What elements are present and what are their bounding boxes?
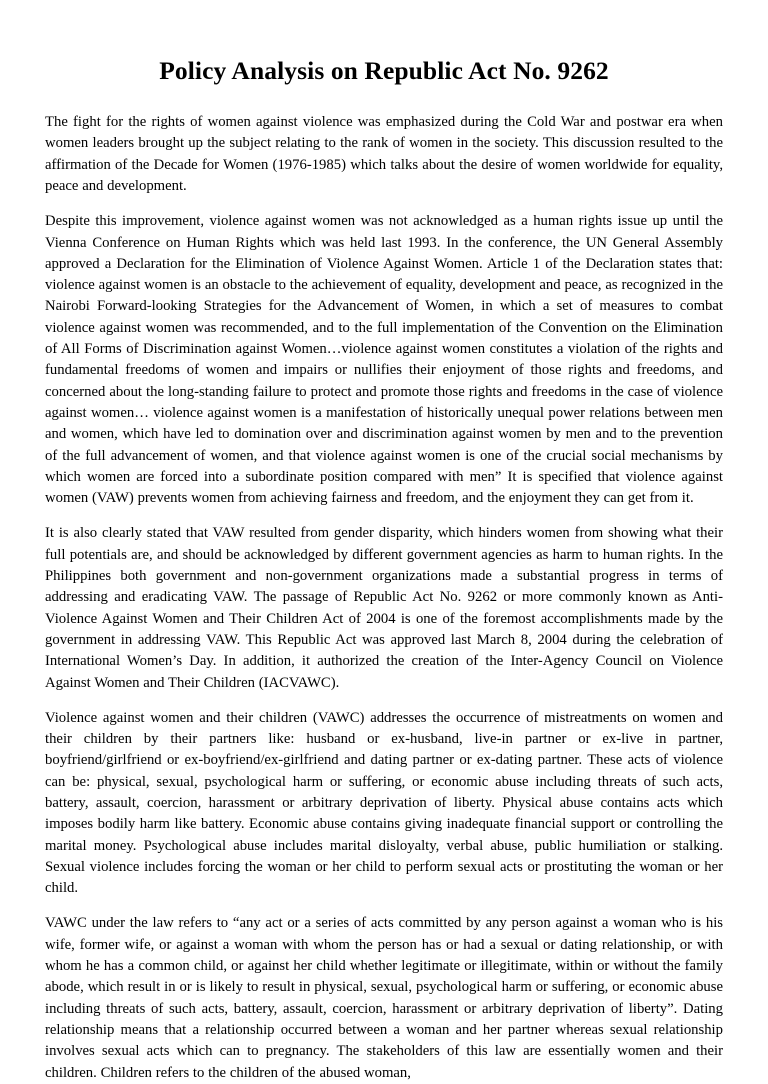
page-title: Policy Analysis on Republic Act No. 9262 (159, 56, 609, 85)
body-paragraph-1: The fight for the rights of women against violence was emphasized during the Cold War and postwar era when women leaders brought up the subject relating to the rank of women in the society. This discussion resulted to the affirmation of the Decade for Women (1976-1985) which talks about the desire of women worldwide for equality, peace and development. (45, 114, 723, 194)
body-paragraph-3: It is also clearly stated that VAW resulted from gender disparity, which hinders women from showing what their full potentials are, and should be acknowledged by different government agencies as harm to human rights. In the Philippines both government and non-government organizations made a substantial progress in terms of addressing and eradicating VAW. The passage of Republic Act No. 9262 or more commonly known as Anti-Violence Against Women and Their Children Act of 2004 is one of the foremost accomplishments made by the government in addressing VAW. This Republic Act was approved last March 8, 2004 during the celebration of International Women’s Day. In addition, it authorized the creation of the Inter-Agency Council on Violence Against Women and Their Children (IACVAWC). (45, 525, 723, 691)
body-paragraph-5: VAWC under the law refers to “any act or a series of acts committed by any person against a woman who is his wife, former wife, or against a woman with whom the person has or had a sexual or dating relationship, or with whom he has a common child, or against her child whether legitimate or illegitimate, within or without the family abode, which result in or is likely to result in physical, sexual, psychological harm or suffering, or economic abuse including threats of such acts, battery, assault, coercion, harassment or arbitrary deprivation of liberty”. Dating relationship means that a relationship occurred between a woman and her partner whereas sexual relationship involves sexual acts which can to pregnancy. The stakeholders of this law are essentially women and their children. Children refers to the children of the abused woman, (45, 915, 723, 1081)
body-paragraph-2: Despite this improvement, violence against women was not acknowledged as a human rights issue up until the Vienna Conference on Human Rights which was held last 1993. In the conference, the UN General Assembly approved a Declaration for the Elimination of Violence Against Women. Article 1 of the Declaration states that: violence against women is an obstacle to the achievement of equality, development and peace, as recognized in the Nairobi Forward-looking Strategies for the Advancement of Women, in which a set of measures to combat violence against women was recommended, and to the full implementation of the Convention on the Elimination of All Forms of Discrimination against Women…violence against women constitutes a violation of the rights and fundamental freedoms of women and impairs or nullifies their enjoyment of those rights and freedoms, and concerned about the long-standing failure to protect and promote those rights and freedoms in the case of violence against women… violence against women is a manifestation of historically unequal power relations between men and women, which have led to domination over and discrimination against women by men and to the prevention of the full advancement of women, and that violence against women is one of the crucial social mechanisms by which women are forced into a subordinate position compared with men” It is specified that violence against women (VAW) prevents women from achieving fairness and freedom, and the enjoyment they can get from it. (45, 213, 723, 507)
body-paragraph-4: Violence against women and their children (VAWC) addresses the occurrence of mistreatments on women and their children by their partners like: husband or ex-husband, live-in partner or ex-live in partner, boyfriend/girlfriend or ex-boyfriend/ex-girlfriend and dating partner or ex-dating partner. These acts of violence can be: physical, sexual, psychological harm or suffering, or economic abuse including threats of such acts, battery, assault, coercion, harassment or arbitrary deprivation of liberty. Physical abuse contains acts which imposes bodily harm like battery. Economic abuse contains giving inadequate financial support or controlling the marital money. Psychological abuse includes marital disloyalty, verbal abuse, public humiliation or stalking. Sexual violence includes forcing the woman or her child to perform sexual acts or prostituting the woman or her child. (45, 709, 723, 897)
